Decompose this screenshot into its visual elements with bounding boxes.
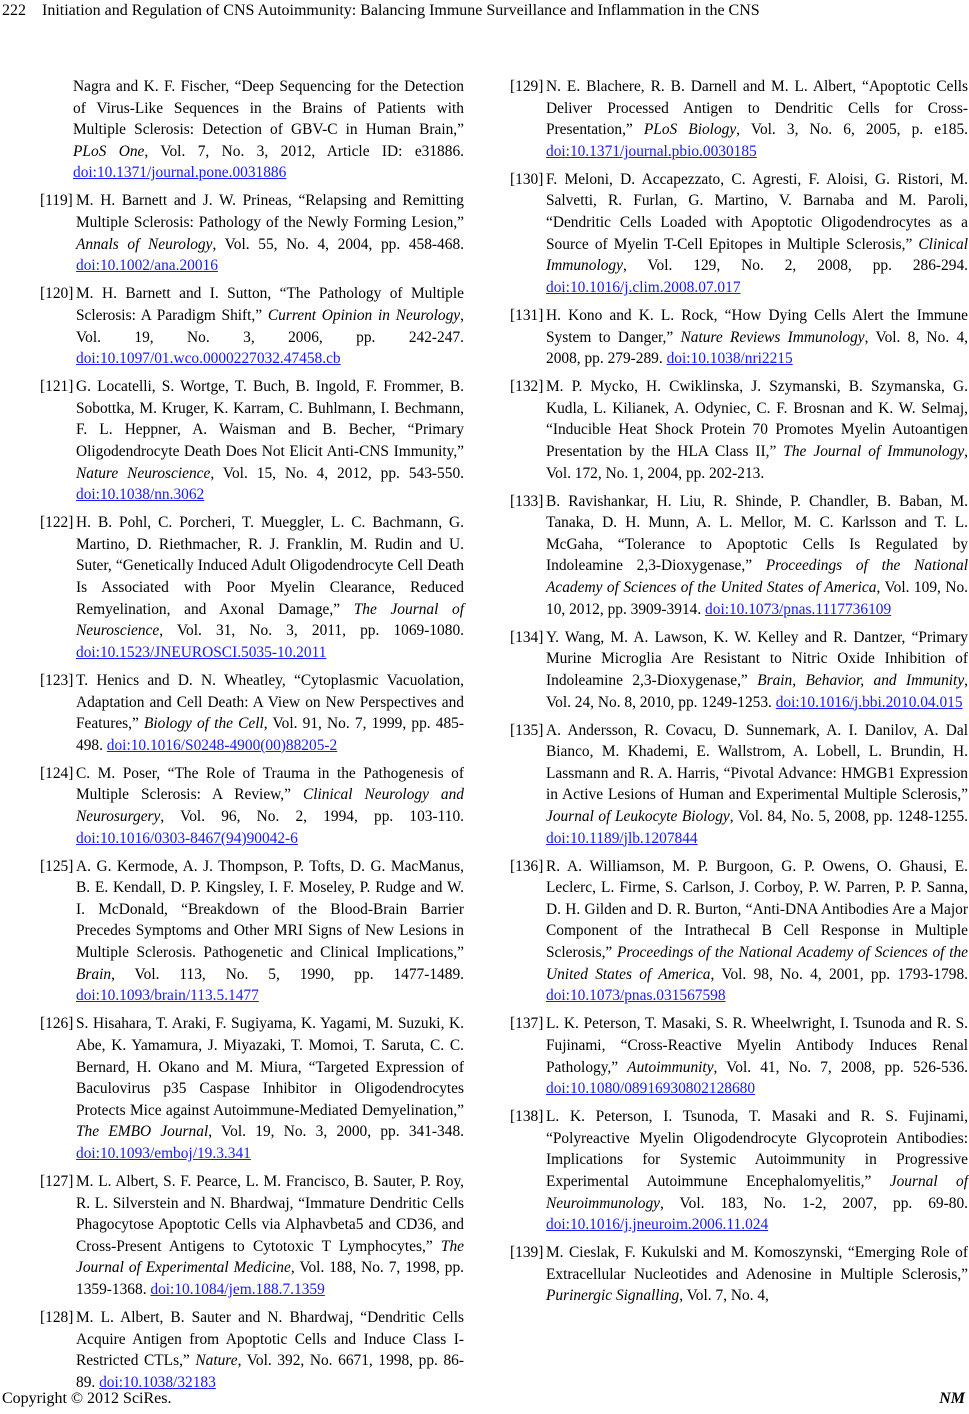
reference-item <box>510 1242 968 1307</box>
journal-title: Purinergic Signalling <box>546 1287 680 1305</box>
reference-text: M. H. Barnett and J. W. Prineas, “Relapsing and Remitting Multiple Sclerosis: Pathology of the Newly Forming Lesion,” <box>76 192 464 232</box>
reference-text: M. L. Albert, S. F. Pearce, L. M. Francisco, B. Sauter, P. Roy, R. L. Silverstein and N. Bhardwaj, “Immature Dendritic Cells Phagocytose Apoptotic Cells via Alphavbeta5 and CD36, and Cross-Present Antigens to Cytotoxic T Lymphocytes,” <box>76 1173 464 1255</box>
doi-link[interactable]: doi:10.1038/nri2215 <box>666 350 793 368</box>
page-number: 222 <box>2 2 26 19</box>
reference-text: S. Hisahara, T. Araki, F. Sugiyama, K. Yagami, M. Suzuki, K. Abe, K. Yamamura, J. Miyazaki, T. Momoi, T. Saruta, C. C. Bernard, H. Okano and M. Miura, “Targeted Expression of Baculovirus p35 Caspase Inhibitor in Oligodendrocytes Protects Mice against Autoimmune-Mediated Demyelination,” <box>76 1015 464 1119</box>
reference-text: M. L. Albert, B. Sauter and N. Bhardwaj, “Dendritic Cells Acquire Antigen from Apoptotic Cells and Induce Class I-Restricted CTLs,” <box>76 1309 464 1370</box>
reference-number: [127] <box>40 1173 74 1190</box>
doi-link[interactable]: doi:10.1016/S0248-4900(00)88205-2 <box>106 736 338 754</box>
journal-title: Brain <box>76 965 112 983</box>
reference-number: [134] <box>510 628 544 646</box>
reference-item <box>510 1013 968 1099</box>
reference-text: Y. Wang, M. A. Lawson, K. W. Kelley and R. Dantzer, “Primary Murine Microglia Are Resistant to Nitric Oxide Inhibition of Indoleamine 2,3-Dioxygenase,” <box>546 628 968 689</box>
reference-number: [125] <box>40 857 74 875</box>
reference-number: [120] <box>40 285 74 303</box>
reference-number: [139] <box>510 1244 544 1262</box>
reference-text: , Vol. 84, No. 5, 2008, pp. 1248-1255. <box>729 808 968 825</box>
reference-text: A. Andersson, R. Covacu, D. Sunnemark, A. I. Danilov, A. Dal Bianco, M. Khademi, E. Wallstrom, A. Lobell, L. Brundin, H. Lassmann and R. A. Harris, “Pivotal Advance: HMGB1 Expression in Active Lesions of Human and Experimental Multiple Sclerosis,” <box>546 721 968 804</box>
doi-link[interactable]: doi:10.1523/JNEUROSCI.5035-10.2011 <box>76 643 327 661</box>
doi-link[interactable]: doi:10.1016/j.clim.2008.07.017 <box>546 278 741 296</box>
reference-item <box>40 1171 464 1301</box>
reference-text: , Vol. 55, No. 4, 2004, pp. 458-468. <box>212 235 464 253</box>
reference-number: [135] <box>510 721 544 739</box>
journal-abbrev: NM <box>939 1390 965 1407</box>
journal-title: Proceedings of the National Academy of Sciences of the United States of America <box>546 557 968 597</box>
reference-text: , Vol. 91, No. 7, 1999, pp. 485-498. <box>76 715 465 754</box>
journal-title: Nature Reviews Immunology <box>680 328 865 346</box>
reference-item <box>40 1307 464 1393</box>
reference-number: [123] <box>40 671 74 689</box>
reference-item <box>510 720 968 850</box>
journal-title: The Journal of Immunology <box>783 443 965 460</box>
reference-text: Nagra and K. F. Fischer, “Deep Sequencing for the Detection of Virus-Like Sequences in the Brains of Patients with Multiple Sclerosis: Detection of GBV-C in Human Brain,” <box>73 78 464 139</box>
journal-title: Clinical Immunology <box>546 235 968 275</box>
doi-link[interactable]: doi:10.1073/pnas.1117736109 <box>705 600 892 618</box>
reference-text: H. Kono and K. L. Rock, “How Dying Cells Alert the Immune System to Danger,” <box>546 306 968 346</box>
reference-number: [126] <box>40 1015 74 1033</box>
reference-text: L. K. Peterson, I. Tsunoda, T. Masaki and R. S. Fujinami, “Polyreactive Myelin Oligodendrocyte Glycoprotein Antibodies: Implications for Systemic Autoimmunity in Progressive Experimental Autoimmune Encephalomyelitis,” <box>546 1108 968 1190</box>
reference-text: , Vol. 3, No. 6, 2005, p. e185. <box>736 121 968 139</box>
journal-title: Proceedings of the National Academy of Sciences of the United States of America <box>546 944 969 983</box>
reference-text: H. B. Pohl, C. Porcheri, T. Mueggler, L. C. Bachmann, G. Martino, D. Riethmacher, R. J. Franklin, M. Rudin and U. Suter, “Genetically Induced Adult Oligodendrocyte Cell Death Is Associated with Poor Myelin Clearance, Reduced Remyelination, and Axonal Damage,” <box>76 514 464 618</box>
doi-link[interactable]: doi:10.1073/pnas.031567598 <box>546 987 726 1005</box>
reference-text: L. K. Peterson, T. Masaki, S. R. Wheelwright, I. Tsunoda and R. S. Fujinami, “Cross-Reactive Myelin Antibody Induces Renal Pathology,” <box>546 1015 968 1076</box>
reference-text: N. E. Blachere, R. B. Darnell and M. L. Albert, “Apoptotic Cells Deliver Processed Antigen to Dendritic Cells for Cross-Presentation,” <box>546 78 968 139</box>
copyright-notice: Copyright © 2012 SciRes. <box>2 1390 172 1407</box>
reference-text: , Vol. 41, No. 7, 2008, pp. 526-536. <box>713 1058 968 1076</box>
doi-link[interactable]: doi:10.1016/0303-8467(94)90042-6 <box>76 829 298 847</box>
reference-number: [136] <box>510 857 544 875</box>
reference-item <box>40 763 464 849</box>
reference-text: , Vol. 7, No. 4, <box>679 1287 769 1305</box>
reference-item <box>510 491 968 621</box>
reference-number: [119] <box>40 192 73 210</box>
reference-number: [130] <box>510 170 544 188</box>
journal-title: The EMBO Journal <box>76 1123 209 1141</box>
journal-title: Journal of Neuroimmunology <box>546 1173 968 1212</box>
journal-title: PLoS One <box>73 142 145 160</box>
reference-text: , Vol. 19, No. 3, 2006, pp. 242-247. <box>76 306 464 346</box>
reference-text: F. Meloni, D. Accapezzato, C. Agresti, F. Aloisi, G. Ristori, M. Salvetti, R. Furlan, G. Martino, V. Barnaba and M. Paroli, “Dendritic Cells Loaded with Apoptotic Oligodendrocytes as a Source of Myelin T-Cell Epitopes in Multiple Sclerosis,” <box>546 170 968 253</box>
reference-item <box>510 627 968 713</box>
reference-number: [122] <box>40 514 74 532</box>
reference-text: , Vol. 129, No. 2, 2008, pp. 286-294. <box>622 257 968 275</box>
reference-item <box>40 283 464 369</box>
reference-number: [128] <box>40 1309 74 1327</box>
reference-text: , Vol. 96, No. 2, 1994, pp. 103-110. <box>160 808 464 825</box>
doi-link[interactable]: doi:10.1016/j.bbi.2010.04.015 <box>775 693 963 711</box>
reference-text: , Vol. 392, No. 6671, 1998, pp. 86-89. <box>76 1352 465 1391</box>
reference-item <box>40 856 464 1007</box>
journal-title: Autoimmunity <box>627 1058 714 1076</box>
reference-text: , Vol. 8, No. 4, 2008, pp. 279-289. <box>546 328 968 368</box>
reference-column-left <box>40 76 464 1400</box>
doi-link[interactable]: doi:10.1016/j.jneuroim.2006.11.024 <box>546 1216 769 1234</box>
journal-title: Clinical Neurology and Neurosurgery <box>76 786 464 825</box>
reference-text: , Vol. 7, No. 3, 2012, Article ID: e31886. <box>144 142 464 160</box>
reference-number: [124] <box>40 764 74 782</box>
reference-number: [132] <box>510 378 544 396</box>
reference-text: , Vol. 98, No. 4, 2001, pp. 1793-1798. <box>710 965 969 983</box>
journal-title: Biology of the Cell <box>144 715 264 733</box>
reference-text: , Vol. 15, No. 4, 2012, pp. 543-550. <box>210 464 464 482</box>
reference-number: [137] <box>510 1015 544 1033</box>
doi-link[interactable]: doi:10.1371/journal.pone.0031886 <box>73 164 287 182</box>
reference-number: [138] <box>510 1108 544 1126</box>
doi-link[interactable]: doi:10.1093/emboj/19.3.341 <box>76 1144 251 1162</box>
reference-text: , Vol. 172, No. 1, 2004, pp. 202-213. <box>546 443 969 482</box>
reference-number: [133] <box>510 492 544 510</box>
reference-text: , Vol. 19, No. 3, 2000, pp. 341-348. <box>208 1123 464 1141</box>
reference-number: [121] <box>40 378 74 396</box>
doi-link[interactable]: doi:10.1097/01.wco.0000227032.47458.cb <box>76 350 341 368</box>
journal-title: Journal of Leukocyte Biology <box>546 808 730 825</box>
reference-item <box>510 169 968 299</box>
reference-item <box>40 670 464 756</box>
reference-text: , Vol. 113, No. 5, 1990, pp. 1477-1489. <box>111 965 464 983</box>
reference-text: R. A. Williamson, M. P. Burgoon, G. P. Owens, O. Ghausi, E. Leclerc, L. Firme, S. Carlson, J. Corboy, P. W. Parren, P. P. Sanna, D. H. Gilden and D. R. Burton, “Anti-DNA Antibodies Are a Major Component of the Intrathecal B Cell Response in Multiple Sclerosis,” <box>546 857 968 962</box>
reference-item <box>510 856 968 1007</box>
doi-link[interactable]: doi:10.1189/jlb.1207844 <box>546 829 698 847</box>
reference-text: , Vol. 188, No. 7, 1998, pp. 1359-1368. <box>76 1259 465 1298</box>
journal-title: Nature Neuroscience <box>76 464 211 482</box>
reference-item <box>40 1013 464 1164</box>
reference-number: [131] <box>510 306 544 324</box>
reference-text: , Vol. 183, No. 1-2, 2007, pp. 69-80. <box>660 1194 968 1212</box>
journal-title: Current Opinion in Neurology <box>267 306 461 324</box>
doi-link[interactable]: doi:10.1084/jem.188.7.1359 <box>150 1280 325 1298</box>
reference-text: M. P. Mycko, H. Cwiklinska, J. Szymanski, B. Szymanska, G. Kudla, L. Kilianek, A. Odyniec, C. F. Brosnan and K. W. Selmaj, “Inducible Heat Shock Protein 70 Promotes Myelin Autoantigen Presentation by the HLA Class II,” <box>546 378 968 460</box>
reference-text: M. Cieslak, F. Kukulski and M. Komoszynski, “Emerging Role of Extracellular Nucleotides and Adenosine in Multiple Sclerosis,” <box>546 1244 968 1283</box>
reference-text: G. Locatelli, S. Wortge, T. Buch, B. Ingold, F. Frommer, B. Sobottka, M. Kruger, K. Karram, C. Buhlmann, I. Bechmann, F. L. Heppner, A. Waisman and B. Becher, “Primary Oligodendrocyte Death Does Not Elicit Anti-CNS Immunity,” <box>76 378 464 460</box>
doi-link[interactable]: doi:10.1002/ana.20016 <box>76 257 218 275</box>
reference-item <box>510 305 968 370</box>
journal-title: Brain, Behavior, and Immunity <box>757 671 965 689</box>
doi-link[interactable]: doi:10.1080/08916930802128680 <box>546 1080 756 1098</box>
reference-text: T. Henics and D. N. Wheatley, “Cytoplasmic Vacuolation, Adaptation and Cell Death: A View on New Perspectives and Features,” <box>76 671 464 733</box>
reference-item <box>510 1106 968 1236</box>
reference-item <box>40 76 464 184</box>
journal-title: Annals of Neurology <box>76 235 213 253</box>
journal-title: The Journal of Experimental Medicine <box>76 1237 464 1277</box>
doi-link[interactable]: doi:10.1371/journal.pbio.0030185 <box>546 142 757 160</box>
reference-text: A. G. Kermode, A. J. Thompson, P. Tofts, D. G. MacManus, B. E. Kendall, D. P. Kingsley, I. F. Moseley, P. Rudge and W. I. McDonald, “Breakdown of the Blood-Brain Barrier Precedes Symptoms and Other MRI Signs of New Lesions in Multiple Sclerosis. Pathogenetic and Clinical Implications,” <box>76 857 464 962</box>
doi-link[interactable]: doi:10.1093/brain/113.5.1477 <box>76 987 259 1005</box>
doi-link[interactable]: doi:10.1038/32183 <box>99 1373 216 1391</box>
reference-item <box>40 512 464 663</box>
reference-number: [129] <box>510 78 544 95</box>
journal-title: Nature <box>195 1352 238 1370</box>
reference-text: , Vol. 109, No. 10, 2012, pp. 3909-3914. <box>546 579 969 618</box>
reference-item <box>510 376 968 484</box>
reference-text: , Vol. 24, No. 8, 2010, pp. 1249-1253. <box>546 671 969 711</box>
doi-link[interactable]: doi:10.1038/nn.3062 <box>76 486 205 504</box>
reference-text: C. M. Poser, “The Role of Trauma in the Pathogenesis of Multiple Sclerosis: A Review,” <box>76 764 464 804</box>
reference-item <box>40 376 464 506</box>
reference-item <box>40 190 464 276</box>
journal-title: PLoS Biology <box>643 121 737 139</box>
reference-item <box>510 76 968 162</box>
running-title: Initiation and Regulation of CNS Autoimmunity: Balancing Immune Surveillance and Inflammation in the CNS <box>42 2 760 19</box>
journal-title: The Journal of Neuroscience <box>76 600 464 640</box>
reference-column-right <box>510 76 968 1314</box>
reference-text: B. Ravishankar, H. Liu, R. Shinde, P. Chandler, B. Baban, M. Tanaka, D. H. Munn, A. L. Mellor, M. C. Karlsson and T. L. McGaha, “Tolerance to Apoptotic Cells Is Regulated by Indoleamine 2,3-Dioxygenase,” <box>546 492 968 575</box>
reference-text: , Vol. 31, No. 3, 2011, pp. 1069-1080. <box>159 622 464 640</box>
reference-text: M. H. Barnett and I. Sutton, “The Pathology of Multiple Sclerosis: A Paradigm Shift,” <box>76 285 464 324</box>
